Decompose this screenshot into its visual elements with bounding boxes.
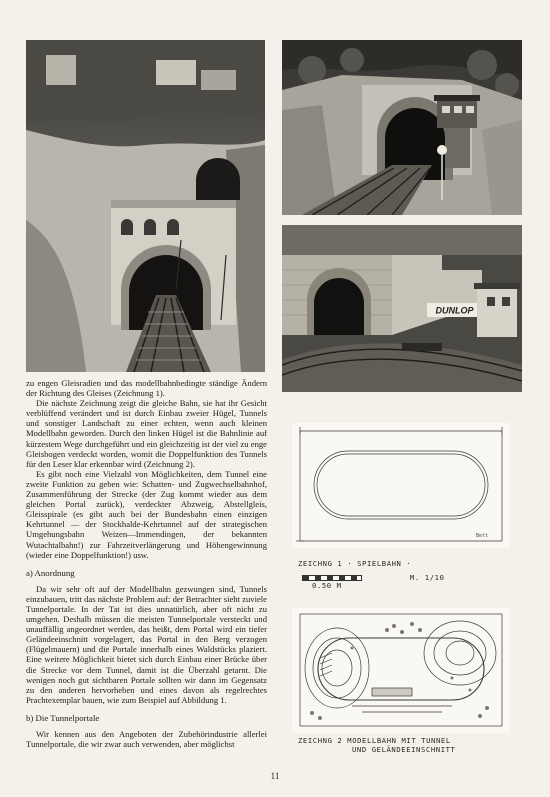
- photo-tunnel-portal-large: [26, 40, 265, 372]
- paragraph-3: Es gibt noch eine Vielzahl von Möglichkeiten, dem Tunnel eine zweite Funktion zu geben wie: Schatten- und Zugwechselbahnhof, Zusammenführung der Strecke (der Zug kommt wieder aus dem gleichen Portal zurück), verdeckter Abzweig, Abstellgleis, Gleisspirale (es gibt auch bei der Bundesbahn einen einzigen Kehrtunnel — der Stockhalde-Kehrtunnel auf der strategischen Umgehungsbahn Weizen—Immendingen, der bekannten Wutachtalbahn!) zur Fahrzeitverlängerung und Höhengewinnung (wieder eine Doppelfunktion!) usw.: [26, 468, 267, 560]
- drawing1-signature: Bett: [476, 533, 489, 539]
- article-text-column: [26, 378, 267, 749]
- drawing-1-oval-track: [292, 423, 510, 548]
- paragraph-2: Die nächste Zeichnung zeigt die gleiche Bahn, sie hat ihr Gesicht verblüffend verändert und ist durch Einbau zweier Hügel, Tunnels und sonstiger Landschaft zu einer echten, wenn auch kleinen Modellbahn geworden. Durch den linken Hügel ist die Bahnlinie auf kürzestem Wege durchgeführt und ein gleichzeitig ist der viel zu enge Gleisbogen verdeckt worden, womit die Doppelfunktion des Tunnels für den Leser klar erkennbar wird (Zeichnung 2).: [26, 398, 267, 469]
- drawing1-scale-length: 0.50 M: [312, 581, 342, 590]
- paragraph-tunnelportale: Wir kennen aus den Angeboten der Zubehörindustrie allerlei Tunnelportale, die wir zwar auch verwenden, aber möglichst: [26, 729, 267, 750]
- photo-tunnel-dunlop-sign: [282, 225, 522, 392]
- photo-tunnel-signal-box: [282, 40, 522, 215]
- paragraph-anordnung: Da wir sehr oft auf der Modellbahn gezwungen sind, Tunnels einzubauen, tritt das nächste Problem auf: der Betrachter sieht zuviele Tunnelportale. In der Tat ist dies unnatürlich, aber oft nicht zu umgehen. Deshalb müssen die meisten Tunnelportale versteckt und unauffällig angeordnet werden, das heißt, dem Portal wird ein tiefer Geländeeinschnitt vorgelagert, das Portal in den Berg verzogen (Flügelmauern) und die Portale innerhalb eines Waldstücks plaziert. Eine weitere Möglichkeit bietet sich durch Einbau einer Brücke über die Strecke vor dem Tunnel, damit ist die Überzahl getarnt. Die wenigen noch gut sichtbaren Portale sollten wir dann im Gegensatz zu den anderen hervorheben und eines davon als regelrechtes Prachtexemplar bauen, wie zum Beispiel auf Abbildung 1.: [26, 583, 267, 705]
- drawing1-caption: ZEICHNG 1 · SPIELBAHN ·: [298, 559, 412, 568]
- paragraph-1: zu engen Gleisradien und das modellbahnbedingte ständige Ändern der Richtung des Gleises (Zeichnung 1).: [26, 378, 267, 399]
- drawing2-caption-line2: UND GELÄNDEEINSCHNITT: [352, 745, 456, 754]
- drawing2-caption-line1: ZEICHNG 2 MODELLBAHN MIT TUNNEL: [298, 736, 451, 745]
- heading-anordnung: a) Anordnung: [26, 567, 75, 578]
- drawing1-scale-ratio: M. 1/10: [410, 573, 445, 582]
- dunlop-sign-text: DUNLOP: [435, 305, 474, 316]
- page-number: 11: [270, 771, 280, 781]
- heading-tunnelportale: b) Die Tunnelportale: [26, 712, 100, 723]
- drawing-2-tunnel-landscape: [292, 608, 510, 733]
